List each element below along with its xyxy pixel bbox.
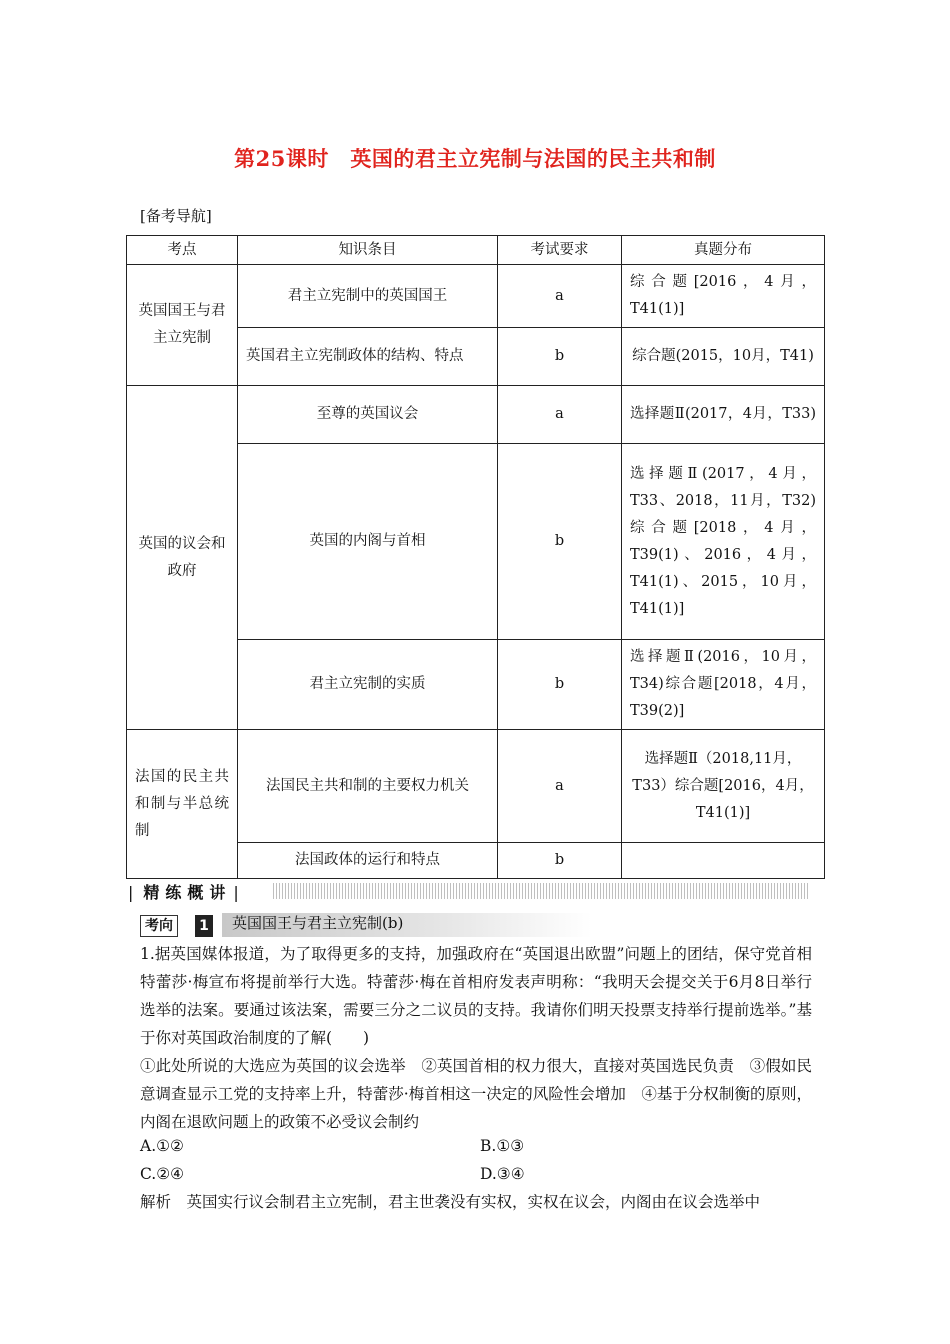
distribution-cell: [622, 843, 825, 879]
distribution-cell: 综合题[2016，4月，T41(1)]: [622, 265, 825, 328]
question-block: [140, 940, 812, 1136]
table-header-row: [127, 236, 825, 265]
header-topic: 考点: [127, 236, 238, 265]
page-title: 第25课时 英国的君主立宪制与法国的民主共和制: [234, 146, 716, 171]
header-item: 知识条目: [238, 236, 498, 265]
exam-guide-table: [126, 235, 825, 879]
distribution-cell: 综合题(2015，10月，T41): [622, 328, 825, 386]
kaoxiang-bar: [140, 913, 830, 937]
distribution-cell: 选择题Ⅱ（2018,11月，T33）综合题[2016，4月，T41(1)]: [622, 730, 825, 843]
distribution-cell: 选择题Ⅱ(2016，10月，T34)综合题[2018，4月，T39(2)]: [622, 640, 825, 730]
table-row: [127, 730, 825, 843]
section-header: [128, 880, 810, 902]
requirement-cell: b: [498, 843, 622, 879]
requirement-cell: b: [498, 640, 622, 730]
topic-cell: 法国的民主共和制与半总统制: [127, 730, 238, 879]
requirement-cell: a: [498, 386, 622, 444]
table-row: [127, 265, 825, 328]
header-distribution: 真题分布: [622, 236, 825, 265]
table-row: [127, 386, 825, 444]
option-a[interactable]: A.①②: [140, 1137, 184, 1155]
question-statements: ①此处所说的大选应为英国的议会选举 ②英国首相的权力很大，直接对英国选民负责 ③假如民意调查显示工党的支持率上升，特蕾莎·梅首相这一决定的风险性会增加 ④基于分权制衡的原则，内阁在退欧问题上的政策不必受议会制约: [140, 1057, 812, 1131]
kaoxiang-number: 1: [195, 915, 213, 937]
topic-cell: 英国的议会和政府: [127, 386, 238, 730]
item-cell: 君主立宪制中的英国国王: [238, 265, 498, 328]
header-requirement: 考试要求: [498, 236, 622, 265]
item-cell: 法国政体的运行和特点: [238, 843, 498, 879]
option-c[interactable]: C.②④: [140, 1165, 185, 1183]
item-cell: 英国的内阁与首相: [238, 444, 498, 640]
section-label: | 精练概讲 |: [128, 880, 245, 903]
item-cell: 法国民主共和制的主要权力机关: [238, 730, 498, 843]
analysis-text: 解析 英国实行议会制君主立宪制，君主世袭没有实权，实权在议会，内阁由在议会选举中: [140, 1193, 761, 1211]
topic-cell: 英国国王与君主立宪制: [127, 265, 238, 386]
nav-label: [备考导航]: [140, 207, 212, 225]
option-b[interactable]: B.①③: [480, 1137, 525, 1155]
requirement-cell: a: [498, 730, 622, 843]
distribution-cell: 选择题Ⅱ(2017，4月，T33、2018，11月，T32)综合题[2018，4月，T39(1)、2016，4月，T41(1)、2015，10月，T41(1)]: [622, 444, 825, 640]
kaoxiang-title: 英国国王与君主立宪制(b): [222, 913, 592, 937]
requirement-cell: b: [498, 328, 622, 386]
analysis-block: [140, 1188, 812, 1216]
question-stem: 1.据英国媒体报道，为了取得更多的支持，加强政府在“英国退出欧盟”问题上的团结，保守党首相特蕾莎·梅宣布将提前举行大选。特蕾莎·梅在首相府发表声明称：“我明天会提交关于6月8日举行选举的法案。要通过该法案，需要三分之二议员的支持。我请你们明天投票支持举行提前选举。”基于你对英国政治制度的了解( ): [140, 945, 812, 1047]
kaoxiang-tag: 考向: [140, 915, 178, 937]
item-cell: 至尊的英国议会: [238, 386, 498, 444]
requirement-cell: a: [498, 265, 622, 328]
item-cell: 君主立宪制的实质: [238, 640, 498, 730]
section-divider: [273, 883, 810, 899]
option-d[interactable]: D.③④: [480, 1165, 525, 1183]
item-cell: 英国君主立宪制政体的结构、特点: [238, 328, 498, 386]
distribution-cell: 选择题Ⅱ(2017，4月，T33): [622, 386, 825, 444]
requirement-cell: b: [498, 444, 622, 640]
